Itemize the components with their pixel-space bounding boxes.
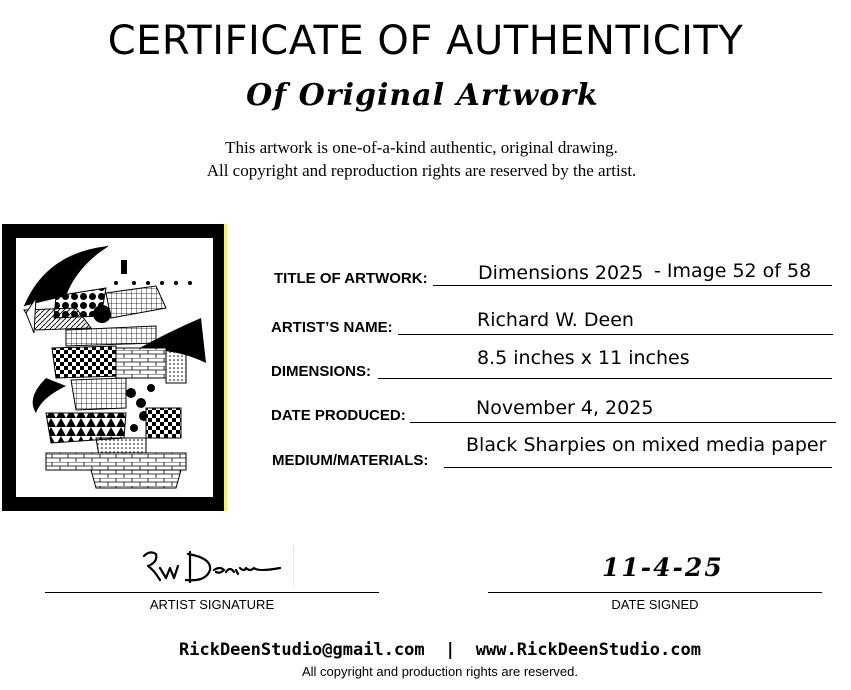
artist-value: Richard W. Deen: [477, 309, 634, 331]
intro-text: [0, 136, 843, 182]
title-extra: - Image 52 of 58: [654, 260, 812, 282]
dimensions-label: DIMENSIONS:: [271, 363, 372, 380]
date-signed-label: DATE SIGNED: [611, 597, 699, 612]
artist-signature-line: [45, 592, 379, 593]
title-value: Dimensions 2025: [478, 262, 644, 284]
date-produced-label: DATE PRODUCED:: [271, 407, 406, 424]
date-signed-handwritten: 11-4-25: [602, 553, 724, 582]
date-produced-underline: [410, 422, 836, 423]
contact-info: RickDeenStudio@gmail.com | www.RickDeenStudio.com: [179, 640, 701, 660]
title-underline: [433, 285, 832, 286]
date-produced-value: November 4, 2025: [476, 397, 654, 419]
medium-value: Black Sharpies on mixed media paper: [466, 434, 827, 456]
title-label: TITLE OF ARTWORK:: [274, 270, 428, 287]
signature-divider: [293, 546, 294, 586]
artist-label: ARTIST’S NAME:: [271, 319, 393, 336]
dimensions-underline: [378, 378, 832, 379]
date-signed-line: [488, 592, 822, 593]
medium-label: MEDIUM/MATERIALS:: [272, 452, 429, 469]
artwork-drawing: [16, 238, 213, 497]
artist-signature-image: [140, 548, 290, 588]
artist-signature-label: ARTIST SIGNATURE: [149, 597, 275, 612]
copyright-note: All copyright and production rights are reserved.: [301, 664, 579, 679]
medium-underline: [444, 467, 832, 468]
intro-line-2: All copyright and reproduction rights are reserved by the artist.: [206, 161, 637, 180]
frame-edge-line: [224, 224, 227, 511]
certificate-subtitle: Of Original Artwork: [246, 78, 599, 113]
artist-underline: [398, 334, 833, 335]
intro-line-1: This artwork is one-of-a-kind authentic, original drawing.: [225, 138, 618, 157]
certificate-title: CERTIFICATE OF AUTHENTICITY: [107, 18, 744, 64]
artwork-image: [2, 224, 227, 511]
dimensions-value: 8.5 inches x 11 inches: [477, 347, 690, 369]
artwork-drawing-svg: [16, 238, 213, 497]
